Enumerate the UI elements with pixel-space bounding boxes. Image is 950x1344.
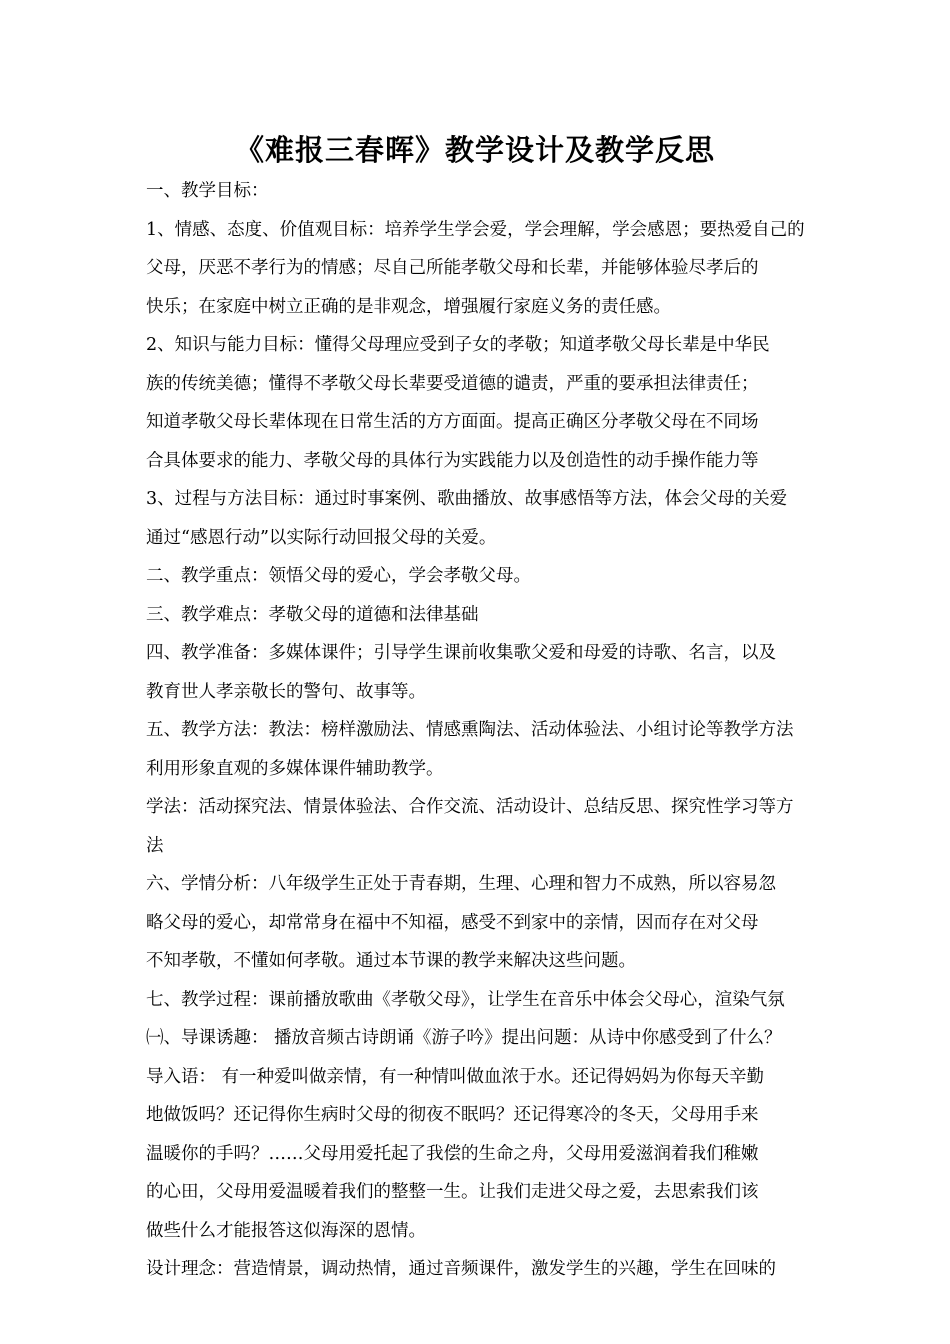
text-line: 六、学情分析：八年级学生正处于青春期，生理、心理和智力不成熟，所以容易忽 [146, 874, 776, 894]
text-line: 通过“感恩行动”以实际行动回报父母的关爱。 [146, 527, 497, 548]
text-line: 设计理念：营造情景，调动热情，通过音频课件，激发学生的兴趣，学生在回味的 [146, 1259, 776, 1279]
text-line: 温暖你的手吗？……父母用爱托起了我偿的生命之舟，父母用爱滋润着我们稚嫩 [146, 1143, 759, 1164]
text-line: 导入语： 有一种爱叫做亲情，有一种情叫做血浓于水。还记得妈妈为你每天辛勤 [146, 1066, 765, 1087]
text-line: 地做饭吗？还记得你生病时父母的彻夜不眠吗？还记得寒冷的冬天，父母用手来 [146, 1105, 759, 1125]
text-line: 3、过程与方法目标：通过时事案例、歌曲播放、故事感悟等方法，体会父母的关爱 [146, 489, 788, 509]
text-line: 知道孝敬父母长辈体现在日常生活的方方面面。提高正确区分孝敬父母在不同场 [146, 412, 759, 432]
text-line: 法 [146, 835, 164, 856]
text-line: 三、教学难点：孝敬父母的道德和法律基础 [146, 604, 479, 625]
text-line: 五、教学方法：教法：榜样激励法、情感熏陶法、活动体验法、小组讨论等教学方法 [146, 720, 794, 740]
document-body [146, 172, 810, 1289]
text-line: 做些什么才能报答这似海深的恩情。 [146, 1220, 426, 1241]
text-line: 的心田，父母用爱温暖着我们的整整一生。让我们走进父母之爱，去思索我们该 [146, 1182, 759, 1202]
document-title: 《难报三春晖》教学设计及教学反思 [234, 133, 715, 167]
text-line: 2、知识与能力目标：懂得父母理应受到子女的孝敬；知道孝敬父母长辈是中华民 [146, 335, 770, 355]
text-line: 合具体要求的能力、孝敬父母的具体行为实践能力以及创造性的动手操作能力等 [146, 450, 759, 471]
text-line: 1、情感、态度、价值观目标：培养学生学会爱，学会理解，学会感恩；要热爱自己的 [146, 219, 805, 240]
text-line: 父母，厌恶不孝行为的情感；尽自己所能孝敬父母和长辈，并能够体验尽孝后的 [146, 258, 759, 278]
text-line: 族的传统美德；懂得不孝敬父母长辈要受道德的谴责，严重的要承担法律责任； [146, 373, 759, 394]
text-line: 四、教学准备：多媒体课件；引导学生课前收集歌父爱和母爱的诗歌、名言，以及 [146, 643, 776, 663]
text-line: 七、教学过程：课前播放歌曲《孝敬父母》，让学生在音乐中体会父母心，渲染气氛 [146, 989, 785, 1010]
text-line: 利用形象直观的多媒体课件辅助教学。 [146, 758, 444, 779]
text-line: ㈠、导课诱趣： 播放音频古诗朗诵《游子吟》提出问题：从诗中你感受到了什么？ [146, 1028, 782, 1048]
text-line: 略父母的爱心，却常常身在福中不知福，感受不到家中的亲情，因而存在对父母 [146, 912, 759, 933]
text-line: 二、教学重点：领悟父母的爱心，学会孝敬父母。 [146, 566, 531, 586]
text-line: 教育世人孝亲敬长的警句、故事等。 [146, 681, 426, 702]
text-line: 快乐；在家庭中树立正确的是非观念，增强履行家庭义务的责任感。 [146, 296, 671, 317]
text-line: 不知孝敬，不懂如何孝敬。通过本节课的教学来解决这些问题。 [146, 951, 636, 971]
text-line: 一、教学目标： [146, 181, 269, 201]
text-line: 学法：活动探究法、情景体验法、合作交流、活动设计、总结反思、探究性学习等方 [146, 797, 794, 817]
